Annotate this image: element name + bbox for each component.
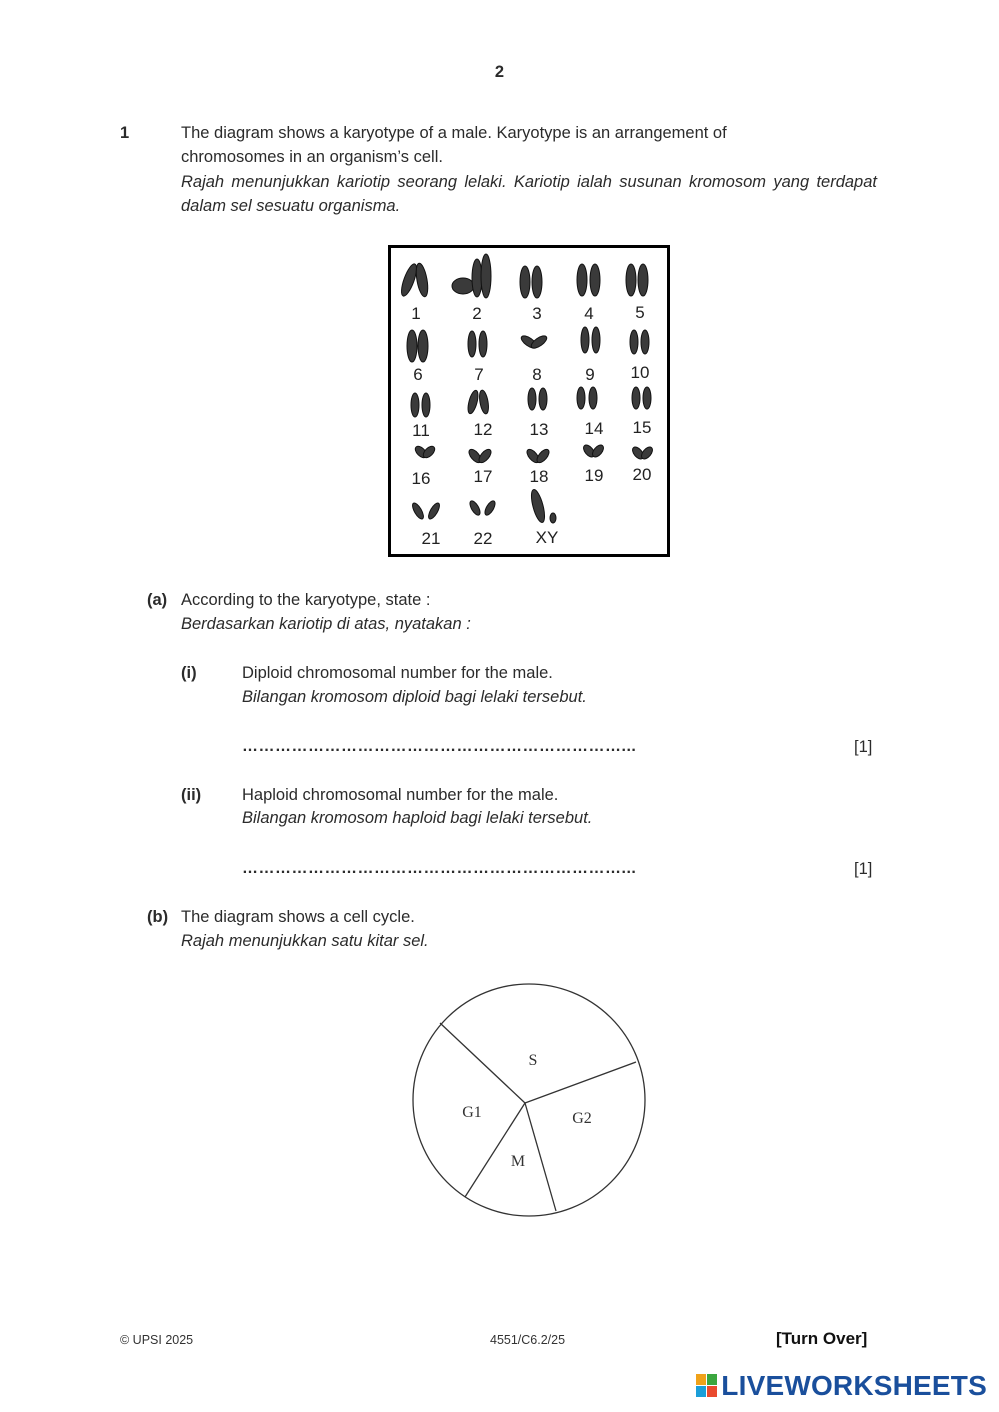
karyotype-label: 20 xyxy=(632,465,652,484)
answer-line-i[interactable]: ……………………………………………………………... xyxy=(242,738,637,755)
phase-divider xyxy=(440,1023,525,1103)
question-intro-ms: Rajah menunjukkan kariotip seorang lelaki. Kariotip ialah susunan kromosom yang terdapat dalam sel sesuatu organisma. xyxy=(181,173,877,215)
answer-line-ii[interactable]: ……………………………………………………………... xyxy=(242,860,637,877)
karyotype-label: 1 xyxy=(411,304,421,323)
question-intro-en: The diagram shows a karyotype of a male. Karyotype is an arrangement of chromosomes in an organism’s cell. xyxy=(181,124,727,166)
karyotype-label: 4 xyxy=(584,304,594,323)
part-b-label: (b) xyxy=(147,908,169,926)
karyotype-label: 8 xyxy=(532,365,542,384)
part-a-label: (a) xyxy=(147,591,168,609)
karyotype-label: 2 xyxy=(472,304,482,323)
karyotype-label: 10 xyxy=(630,363,650,382)
karyotype-label: 19 xyxy=(584,466,604,485)
karyotype-label: 12 xyxy=(473,420,493,439)
phase-divider xyxy=(525,1103,556,1211)
karyotype-label: 14 xyxy=(584,419,604,438)
footer-turn-over: [Turn Over] xyxy=(776,1329,868,1348)
part-a-stem-en: According to the karyotype, state : xyxy=(181,591,431,609)
karyotype-label: 5 xyxy=(635,303,645,322)
brand-blocks-icon xyxy=(696,1374,718,1398)
sub-i-label: (i) xyxy=(181,664,197,682)
karyotype-label: 13 xyxy=(529,420,549,439)
footer-copyright: © UPSI 2025 xyxy=(120,1333,194,1347)
cell-cycle-circle xyxy=(413,984,645,1216)
karyotype-chromosomes xyxy=(391,248,667,554)
phase-m-label: M xyxy=(510,1153,526,1170)
sub-ii-label: (ii) xyxy=(181,786,202,804)
karyotype-label: 18 xyxy=(529,467,549,486)
karyotype-figure xyxy=(388,245,670,557)
footer-code: 4551/C6.2/25 xyxy=(490,1333,566,1347)
sub-i-en: Diploid chromosomal number for the male. xyxy=(242,664,553,682)
part-b-stem-en: The diagram shows a cell cycle. xyxy=(181,908,415,926)
page-number: 2 xyxy=(494,63,505,81)
marks-i: [1] xyxy=(854,738,873,756)
sub-ii-en: Haploid chromosomal number for the male. xyxy=(242,786,559,804)
karyotype-label: 9 xyxy=(585,365,595,384)
part-b-stem-ms: Rajah menunjukkan satu kitar sel. xyxy=(181,932,429,950)
sub-i-ms: Bilangan kromosom diploid bagi lelaki tersebut. xyxy=(242,688,587,706)
sub-ii-ms: Bilangan kromosom haploid bagi lelaki tersebut. xyxy=(242,809,593,827)
phase-s-label: S xyxy=(528,1052,538,1069)
karyotype-label: 17 xyxy=(473,467,493,486)
karyotype-label: 6 xyxy=(413,365,423,384)
karyotype-label: XY xyxy=(535,528,559,547)
phase-g1-label: G1 xyxy=(462,1104,482,1121)
karyotype-label: 11 xyxy=(412,421,430,440)
karyotype-label: 21 xyxy=(421,529,441,548)
karyotype-label: 3 xyxy=(532,304,542,323)
brand-name: LIVEWORKSHEETS xyxy=(721,1370,987,1401)
part-a-stem-ms: Berdasarkan kariotip di atas, nyatakan : xyxy=(181,615,471,633)
marks-ii: [1] xyxy=(854,860,873,878)
karyotype-label: 15 xyxy=(632,418,652,437)
karyotype-label: 7 xyxy=(474,365,484,384)
cell-cycle-diagram xyxy=(405,975,655,1225)
question-number: 1 xyxy=(120,124,130,142)
phase-g2-label: G2 xyxy=(572,1110,592,1127)
brand-logo[interactable] xyxy=(696,1370,987,1402)
phase-divider xyxy=(525,1062,636,1103)
karyotype-label: 22 xyxy=(473,529,493,548)
karyotype-label: 16 xyxy=(411,469,431,488)
